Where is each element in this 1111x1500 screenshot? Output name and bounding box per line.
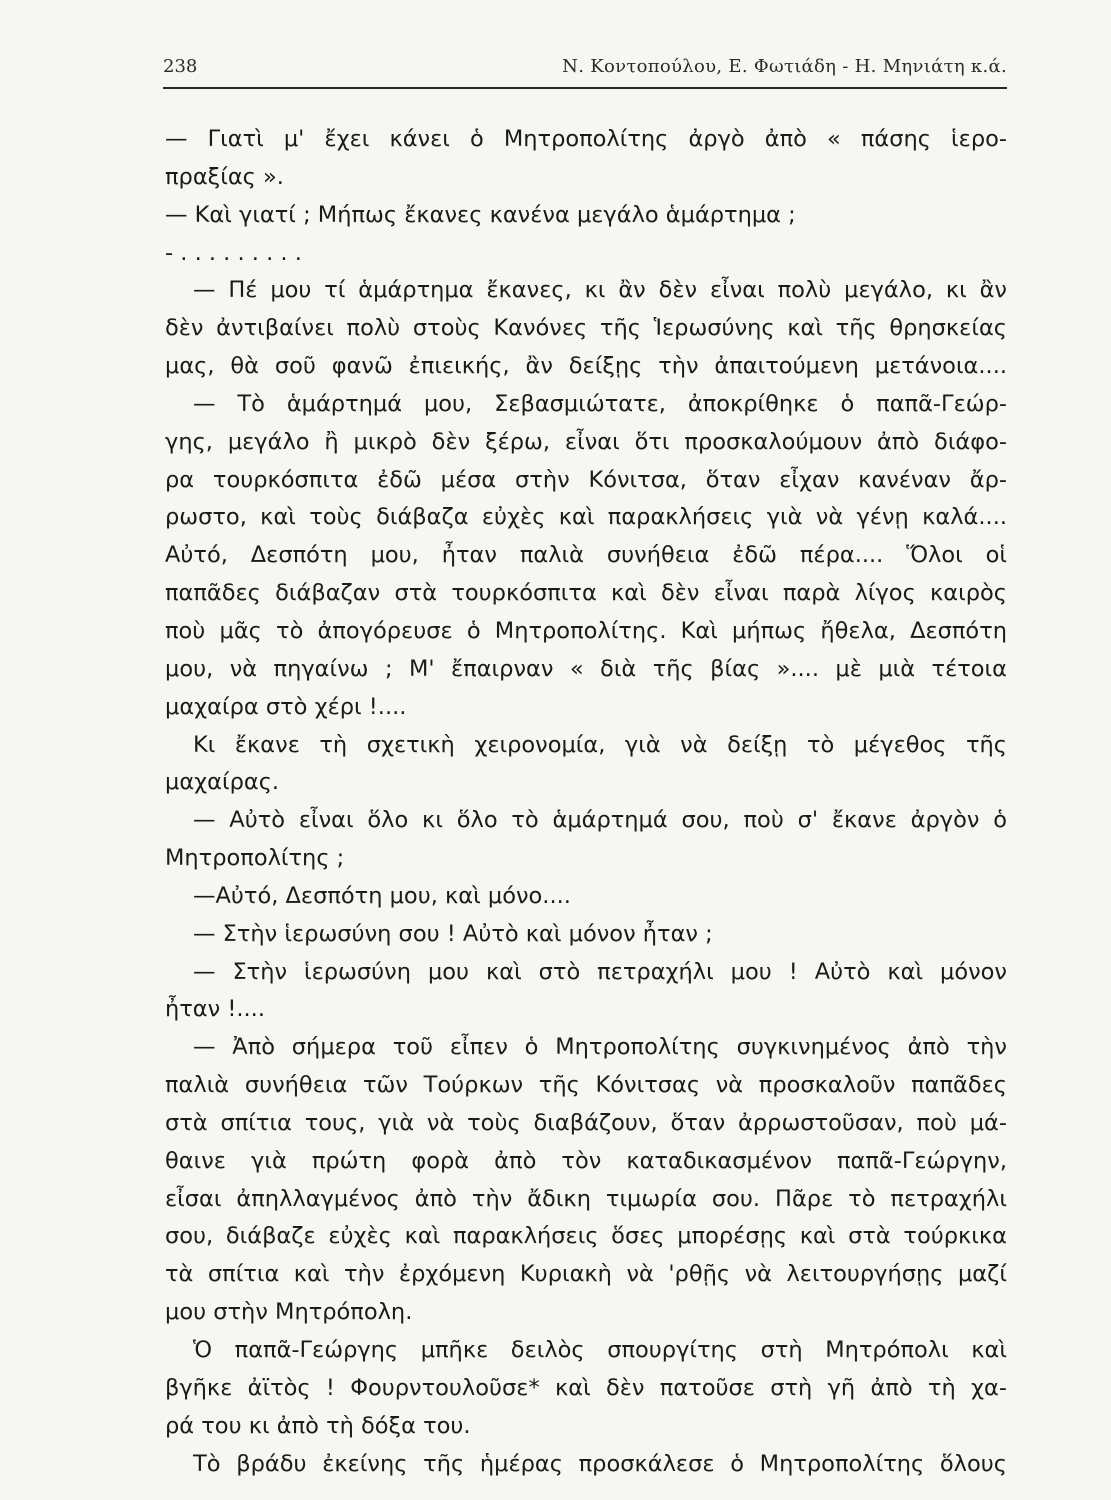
text-line: — Στὴν ἱερωσύνη σου ! Αὐτὸ καὶ μόνον ἦταν ; <box>193 920 713 947</box>
text-line: — Στὴν ἱερωσύνη μου καὶ στὸ πετραχήλι μου ! Αὐτὸ καὶ μόνον <box>193 958 1007 985</box>
text-line: εἶσαι ἀπηλλαγμένος ἀπὸ τὴν ἄδικη τιμωρία σου. Πᾶρε τὸ πετραχήλι <box>165 1185 1007 1212</box>
text-line: βγῆκε ἀϊτὸς ! Φουρντουλοῦσε* καὶ δὲν πατοῦσε στὴ γῆ ἀπὸ τὴ χα- <box>165 1374 1007 1401</box>
text-line: μου στὴν Μητρόπολη. <box>165 1299 413 1326</box>
text-line: ρά του κι ἀπὸ τὴ δόξα του. <box>165 1412 471 1439</box>
text-line: — Γιατὶ μ' ἔχει κάνει ὁ Μητροπολίτης ἀργὸ ἀπὸ « πάσης ἱερο- <box>165 126 1007 152</box>
page-header <box>163 52 1007 86</box>
text-line: —Αὐτό, Δεσπότη μου, καὶ μόνο.... <box>193 882 571 909</box>
text-line: μαχαίρας. <box>165 769 280 796</box>
text-line: σου, διάβαζε εὐχὲς καὶ παρακλήσεις ὅσες μπορέσῃς καὶ στὰ τούρκικα <box>165 1223 1007 1250</box>
text-line: — Αὐτὸ εἶναι ὅλο κι ὅλο τὸ ἁμάρτημά σου, ποὺ σ' ἔκανε ἀργὸν ὁ <box>193 807 1007 834</box>
text-line: δὲν ἀντιβαίνει πολὺ στοὺς Κανόνες τῆς Ἱερωσύνης καὶ τῆς θρησκείας <box>165 315 1007 342</box>
text-line: πραξίας ». <box>165 163 284 190</box>
text-line: ἦταν !.... <box>165 996 265 1023</box>
text-line: ποὺ μᾶς τὸ ἀπογόρευσε ὁ Μητροπολίτης. Καὶ μήπως ἤθελα, Δεσπότη <box>165 617 1007 644</box>
text-line: γης, μεγάλο ἢ μικρὸ δὲν ξέρω, εἶναι ὅτι προσκαλούμουν ἀπὸ διάφο- <box>165 428 1007 455</box>
text-line: Κι ἔκανε τὴ σχετικὴ χειρονομία, γιὰ νὰ δείξῃ τὸ μέγεθος τῆς <box>193 731 1007 758</box>
running-head: Ν. Κοντοπούλου, Ε. Φωτιάδη - Η. Μηνιάτη κ.ά. <box>562 56 1007 77</box>
text-line: θαινε γιὰ πρώτη φορὰ ἀπὸ τὸν καταδικασμένον παπᾶ-Γεώργην, <box>165 1147 1007 1174</box>
text-line: ρωστο, καὶ τοὺς διάβαζα εὐχὲς καὶ παρακλήσεις γιὰ νὰ γένῃ καλά.... <box>165 504 1007 531</box>
text-line: τὰ σπίτια καὶ τὴν ἐρχόμενη Κυριακὴ νὰ 'ρθῇς νὰ λειτουργήσῃς μαζί <box>165 1261 1007 1288</box>
text-line: — Τὸ ἁμάρτημά μου, Σεβασμιώτατε, ἀποκρίθηκε ὁ παπᾶ-Γεώρ- <box>193 390 1007 417</box>
text-line: Ὁ παπᾶ-Γεώργης μπῆκε δειλὸς σπουργίτης στὴ Μητρόπολι καὶ <box>193 1337 1007 1363</box>
text-line: ρα τουρκόσπιτα ἐδῶ μέσα στὴν Κόνιτσα, ὅταν εἶχαν κανέναν ἄρ- <box>165 466 1007 493</box>
text-line: — Καὶ γιατί ; Μήπως ἔκανες κανένα μεγάλο ἁμάρτημα ; <box>165 201 796 228</box>
text-line: Τὸ βράδυ ἐκείνης τῆς ἡμέρας προσκάλεσε ὁ Μητροπολίτης ὅλους <box>193 1450 1007 1477</box>
text-line: μαχαίρα στὸ χέρι !.... <box>165 693 407 720</box>
text-line: Μητροπολίτης ; <box>165 845 345 872</box>
text-line: — Πέ μου τί ἁμάρτημα ἔκανες, κι ἂν δὲν εἶναι πολὺ μεγάλο, κι ἂν <box>193 277 1007 304</box>
text-line: παπᾶδες διάβαζαν στὰ τουρκόσπιτα καὶ δὲν εἶναι παρὰ λίγος καιρὸς <box>165 580 1007 607</box>
text-line: παλιὰ συνήθεια τῶν Τούρκων τῆς Κόνιτσας νὰ προσκαλοῦν παπᾶδες <box>165 1072 1007 1099</box>
text-line: μου, νὰ πηγαίνω ; Μ' ἔπαιρναν « διὰ τῆς βίας ».... μὲ μιὰ τέτοια <box>165 655 1007 682</box>
body-text <box>165 121 1007 1483</box>
text-line: Αὐτό, Δεσπότη μου, ἦταν παλιὰ συνήθεια ἐδῶ πέρα.... Ὅλοι οἱ <box>165 542 1007 569</box>
text-line: — Ἀπὸ σήμερα τοῦ εἶπεν ὁ Μητροπολίτης συγκινημένος ἀπὸ τὴν <box>193 1034 1007 1061</box>
text-line: στὰ σπίτια τους, γιὰ νὰ τοὺς διαβάζουν, ὅταν ἀρρωστοῦσαν, ποὺ μά- <box>165 1109 1007 1136</box>
text-line: - . . . . . . . . . <box>165 239 302 266</box>
text-line: μας, θὰ σοῦ φανῶ ἐπιεικής, ἂν δείξῃς τὴν ἀπαιτούμενη μετάνοια.... <box>165 353 1007 380</box>
page-number: 238 <box>163 56 198 77</box>
header-rule <box>163 87 1007 89</box>
